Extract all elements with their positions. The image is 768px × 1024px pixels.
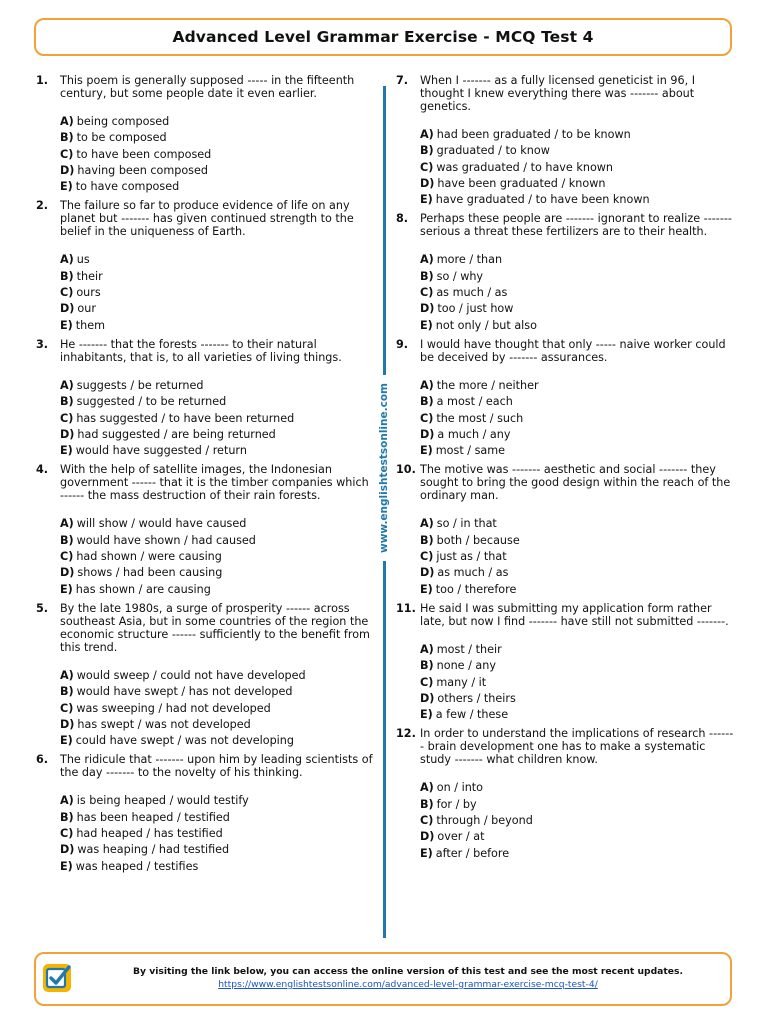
option-text: was heaped / testifies (75, 859, 199, 873)
question-item (36, 338, 376, 459)
option-letter: A) (60, 517, 74, 531)
page-title: Advanced Level Grammar Exercise - MCQ Test 4 (172, 28, 594, 46)
option-text: through / beyond (436, 814, 533, 828)
option-text: to have composed (75, 180, 180, 194)
question-number: 7. (396, 74, 409, 87)
answer-option[interactable] (60, 179, 376, 195)
option-text: just as / that (436, 550, 507, 564)
footer-banner (34, 952, 732, 1006)
answer-option[interactable] (60, 147, 376, 163)
option-letter: A) (60, 115, 74, 128)
question-item (36, 74, 376, 195)
option-text: a few / these (435, 708, 509, 722)
option-text: was graduated / to have known (436, 160, 614, 174)
option-letter: E) (420, 582, 433, 596)
answer-option[interactable] (420, 318, 734, 334)
checkbox-logo-icon (42, 963, 72, 993)
answer-option[interactable] (420, 192, 734, 208)
answer-option[interactable] (60, 549, 376, 565)
option-text: was heaping / had testified (77, 843, 230, 857)
side-url-text: www.englishtestsonline.com (378, 375, 390, 561)
answer-option[interactable] (420, 797, 734, 813)
answer-option[interactable] (60, 793, 376, 809)
answer-option[interactable] (60, 684, 376, 700)
option-text: was sweeping / had not developed (76, 701, 271, 715)
option-text: too / therefore (435, 582, 517, 596)
answer-option[interactable] (420, 127, 734, 143)
option-text: most / their (436, 642, 502, 656)
answer-option[interactable] (420, 829, 734, 845)
option-letter: B) (420, 533, 434, 547)
option-letter: A) (420, 378, 434, 392)
question-stem: The motive was ------- aesthetic and social ------- they sought to bring the good design within the reach of the ordinary man. (420, 463, 731, 503)
option-text: a much / any (437, 427, 511, 441)
question-number: 2. (36, 199, 49, 213)
option-letter: E) (420, 846, 433, 860)
question-item (36, 463, 376, 597)
option-text: both / because (436, 533, 520, 547)
answer-option[interactable] (420, 411, 734, 427)
option-text: shows / had been causing (77, 566, 223, 580)
answer-option[interactable] (420, 176, 734, 192)
option-text: ours (76, 286, 101, 300)
option-letter: D) (60, 566, 75, 580)
option-text: after / before (435, 846, 510, 860)
question-item (396, 727, 734, 861)
option-text: has shown / are causing (75, 582, 211, 596)
option-letter: C) (420, 814, 434, 828)
answer-option[interactable] (60, 114, 376, 130)
option-text: their (76, 269, 103, 283)
answer-option[interactable] (60, 516, 376, 532)
answer-option[interactable] (60, 163, 376, 179)
online-test-link[interactable]: https://www.englishtestsonline.com/advanced-level-grammar-exercise-mcq-test-4/ (218, 979, 598, 990)
option-text: had been graduated / to be known (436, 128, 631, 141)
option-letter: A) (60, 794, 74, 808)
option-letter: A) (420, 253, 434, 267)
option-letter: C) (420, 675, 434, 689)
option-letter: E) (60, 734, 73, 748)
option-text: many / it (436, 675, 487, 689)
answer-option[interactable] (420, 252, 734, 268)
option-letter: C) (60, 411, 74, 425)
answer-option[interactable] (60, 859, 376, 875)
option-text: to be composed (76, 131, 167, 145)
answer-option[interactable] (420, 813, 734, 829)
option-letter: A) (60, 378, 74, 392)
question-stem: By the late 1980s, a surge of prosperity ------ across southeast Asia, but in some countries of the region the economic structure ------ sufficiently to the benefit from this trend. (60, 601, 370, 654)
option-letter: B) (420, 144, 434, 158)
option-letter: A) (420, 517, 434, 531)
question-stem: The ridicule that ------- upon him by leading scientists of the day ------- to the novelty of his thinking. (60, 753, 373, 780)
option-letter: C) (60, 286, 74, 300)
answer-option[interactable] (420, 533, 734, 549)
answer-option[interactable] (420, 394, 734, 410)
option-text: would sweep / could not have developed (76, 668, 306, 682)
option-text: has been heaped / testified (76, 810, 230, 824)
question-item (396, 463, 734, 597)
option-letter: B) (60, 533, 74, 547)
answer-option[interactable] (420, 269, 734, 285)
option-text: to have been composed (76, 147, 212, 161)
option-letter: E) (60, 859, 73, 873)
option-letter: A) (420, 642, 434, 656)
option-letter: B) (420, 395, 434, 409)
option-text: as much / as (437, 566, 509, 580)
question-number: 8. (396, 212, 409, 226)
answer-option[interactable] (420, 582, 734, 598)
questions-right-column (396, 74, 734, 866)
option-text: the more / neither (436, 378, 539, 392)
option-letter: C) (60, 550, 74, 564)
option-letter: D) (420, 830, 435, 844)
option-text: had shown / were causing (76, 550, 222, 564)
answer-option[interactable] (60, 269, 376, 285)
option-letter: E) (60, 180, 73, 194)
option-text: others / theirs (437, 691, 516, 705)
question-number: 10. (396, 463, 416, 477)
question-number: 6. (36, 753, 49, 767)
option-text: has swept / was not developed (77, 717, 251, 731)
question-number: 5. (36, 601, 49, 615)
option-letter: B) (60, 131, 74, 145)
answer-option[interactable] (60, 733, 376, 749)
answer-option[interactable] (420, 549, 734, 565)
answer-option[interactable] (420, 642, 734, 658)
question-number: 9. (396, 337, 409, 351)
option-text: none / any (436, 659, 496, 673)
answer-option[interactable] (420, 846, 734, 862)
question-stem: The failure so far to produce evidence of life on any planet but ------- has given continued strength to the belief in the uniqueness of Earth. (60, 199, 354, 239)
option-letter: D) (60, 843, 75, 857)
option-text: being composed (76, 115, 170, 128)
option-letter: E) (420, 318, 433, 332)
answer-option[interactable] (420, 707, 734, 723)
question-item (36, 602, 376, 749)
option-letter: D) (60, 427, 75, 441)
answer-option[interactable] (420, 516, 734, 532)
option-text: over / at (437, 830, 485, 844)
question-item (396, 338, 734, 459)
answer-option[interactable] (60, 582, 376, 598)
answer-option[interactable] (60, 443, 376, 459)
answer-option[interactable] (60, 842, 376, 858)
option-letter: D) (420, 691, 435, 705)
option-letter: B) (420, 659, 434, 673)
question-stem: When I ------- as a fully licensed geneticist in 96, I thought I knew everything there was ------- about genetics. (420, 74, 696, 113)
option-letter: B) (60, 395, 74, 409)
option-text: too / just how (437, 302, 514, 316)
answer-option[interactable] (60, 717, 376, 733)
answer-option[interactable] (60, 301, 376, 317)
question-stem: I would have thought that only ----- naive worker could be deceived by ------- assurances. (420, 337, 726, 364)
answer-option[interactable] (420, 780, 734, 796)
answer-option[interactable] (420, 691, 734, 707)
option-text: on / into (436, 781, 484, 795)
answer-option[interactable] (420, 427, 734, 443)
answer-option[interactable] (420, 301, 734, 317)
question-item (36, 199, 376, 333)
option-letter: E) (420, 193, 433, 207)
option-letter: B) (60, 685, 74, 699)
option-letter: C) (60, 827, 74, 841)
question-stem: He said I was submitting my application form rather late, but now I find ------- have still not submitted -------. (420, 601, 729, 628)
question-item (396, 602, 734, 723)
option-text: the most / such (436, 411, 524, 425)
question-item (36, 753, 376, 874)
question-number: 12. (396, 727, 416, 741)
option-letter: B) (420, 797, 434, 811)
question-stem: He ------- that the forests ------- to their natural inhabitants, that is, to all varieties of living things. (60, 337, 342, 364)
answer-option[interactable] (420, 565, 734, 581)
option-letter: C) (420, 411, 434, 425)
option-text: having been composed (77, 163, 208, 177)
question-stem: Perhaps these people are ------- ignorant to realize ------- serious a threat these fertilizers are to their health. (420, 212, 732, 239)
title-banner (34, 18, 732, 56)
option-text: suggested / to be returned (76, 395, 227, 409)
option-text: them (75, 318, 106, 332)
option-letter: C) (60, 147, 74, 161)
option-text: had suggested / are being returned (77, 427, 276, 441)
question-item (396, 74, 734, 208)
answer-option[interactable] (420, 160, 734, 176)
answer-option[interactable] (420, 378, 734, 394)
option-letter: A) (60, 253, 74, 267)
option-text: most / same (435, 444, 506, 458)
answer-option[interactable] (60, 533, 376, 549)
answer-option[interactable] (420, 443, 734, 459)
option-letter: B) (60, 269, 74, 283)
option-text: will show / would have caused (76, 517, 247, 531)
option-letter: A) (420, 128, 434, 141)
option-text: would have shown / had caused (76, 533, 256, 547)
option-letter: D) (60, 717, 75, 731)
option-text: would have swept / has not developed (76, 685, 293, 699)
option-letter: A) (420, 781, 434, 795)
option-text: is being heaped / would testify (76, 794, 249, 808)
question-number: 3. (36, 337, 49, 351)
option-letter: E) (420, 444, 433, 458)
option-letter: C) (60, 701, 74, 715)
option-text: have been graduated / known (437, 176, 606, 190)
option-text: as much / as (436, 286, 508, 300)
option-text: not only / but also (435, 318, 537, 332)
answer-option[interactable] (420, 658, 734, 674)
answer-option[interactable] (60, 318, 376, 334)
option-letter: C) (420, 160, 434, 174)
answer-option[interactable] (420, 285, 734, 301)
option-text: so / in that (436, 517, 497, 531)
question-stem: This poem is generally supposed ----- in the fifteenth century, but some people date it even earlier. (60, 74, 355, 100)
option-letter: D) (60, 302, 75, 316)
question-number: 1. (36, 74, 49, 87)
option-letter: E) (60, 582, 73, 596)
option-text: more / than (436, 253, 503, 267)
option-letter: E) (420, 708, 433, 722)
question-number: 11. (396, 601, 416, 615)
option-letter: C) (420, 286, 434, 300)
option-text: suggests / be returned (76, 378, 204, 392)
option-text: has suggested / to have been returned (76, 411, 295, 425)
footer-note: By visiting the link below, you can access the online version of this test and see the most recent updates. (133, 966, 683, 977)
question-stem: In order to understand the implications of research ------- brain development one has to make a systematic study ------- what children know. (420, 727, 734, 767)
answer-option[interactable] (60, 810, 376, 826)
question-number: 4. (36, 463, 49, 477)
option-letter: D) (60, 163, 75, 177)
option-text: would have suggested / return (75, 444, 247, 458)
option-letter: A) (60, 668, 74, 682)
option-letter: B) (60, 810, 74, 824)
answer-option[interactable] (420, 143, 734, 159)
option-letter: E) (60, 444, 73, 458)
answer-option[interactable] (60, 826, 376, 842)
answer-option[interactable] (60, 285, 376, 301)
option-letter: D) (420, 176, 435, 190)
option-letter: E) (60, 318, 73, 332)
answer-option[interactable] (60, 394, 376, 410)
option-letter: D) (420, 302, 435, 316)
option-text: have graduated / to have been known (435, 193, 650, 207)
questions-left-column (36, 74, 376, 879)
option-letter: D) (420, 566, 435, 580)
option-text: us (76, 253, 90, 267)
option-text: could have swept / was not developing (75, 734, 294, 748)
option-letter: D) (420, 427, 435, 441)
option-text: so / why (436, 269, 484, 283)
answer-option[interactable] (60, 130, 376, 146)
answer-option[interactable] (60, 668, 376, 684)
option-text: for / by (436, 797, 477, 811)
answer-option[interactable] (60, 565, 376, 581)
option-letter: C) (420, 550, 434, 564)
answer-option[interactable] (60, 378, 376, 394)
option-text: our (77, 302, 96, 316)
answer-option[interactable] (420, 675, 734, 691)
answer-option[interactable] (60, 252, 376, 268)
option-text: graduated / to know (436, 144, 550, 158)
answer-option[interactable] (60, 701, 376, 717)
question-item (396, 212, 734, 333)
option-text: had heaped / has testified (76, 827, 223, 841)
option-text: a most / each (436, 395, 513, 409)
question-stem: With the help of satellite images, the Indonesian government ------ that it is the timber companies which ------ the mass destruction of their rain forests. (60, 463, 369, 503)
answer-option[interactable] (60, 427, 376, 443)
option-letter: B) (420, 269, 434, 283)
answer-option[interactable] (60, 411, 376, 427)
